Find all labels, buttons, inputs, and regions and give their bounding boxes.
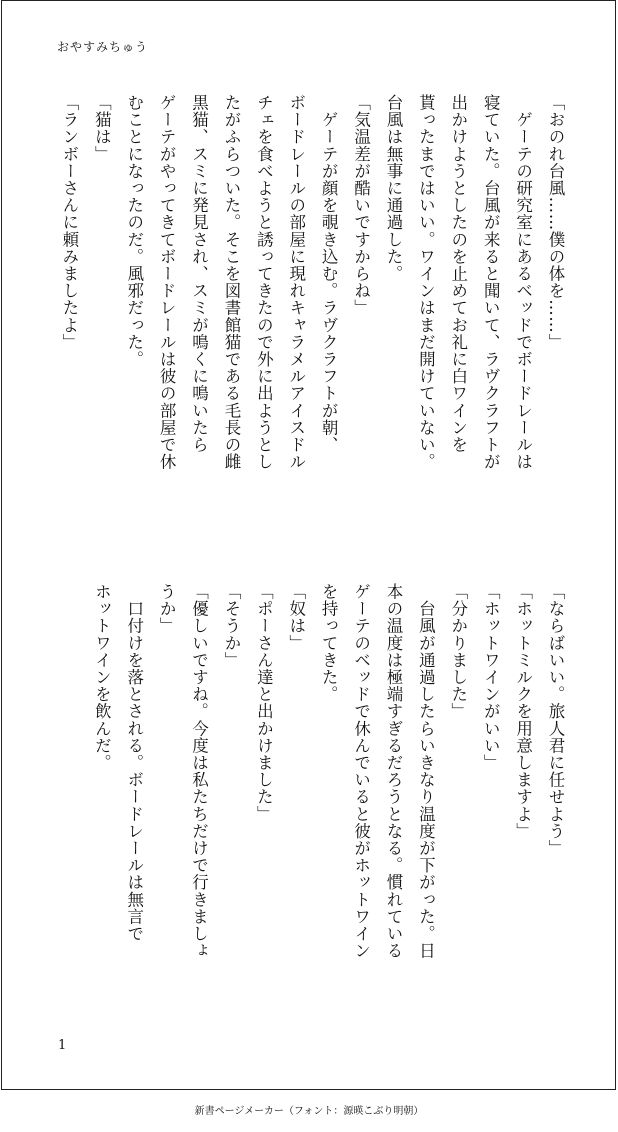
text-line: を持ってきた。 bbox=[319, 583, 339, 703]
text-line: 「奴は」 bbox=[286, 583, 306, 652]
chapter-title: おやすみちゅう bbox=[57, 40, 149, 54]
text-line: 寝ていた。台風が来ると聞いて、ラヴクラフトが bbox=[481, 94, 501, 471]
text-block-bottom bbox=[85, 583, 571, 1023]
text-line: 出かけようとしたのを止めてお礼に白ワインを bbox=[448, 94, 468, 454]
text-line: ボードレールの部屋に現れキャラメルアイスドル bbox=[286, 94, 306, 471]
text-line: チェを食べようと誘ってきたので外に出ようとし bbox=[254, 94, 274, 471]
text-line: 「ポーさん達と出かけました」 bbox=[254, 583, 274, 823]
text-line: 貰ったまではいい。ワインはまだ開けていない。 bbox=[416, 94, 436, 471]
text-line: 台風は無事に通過した。 bbox=[383, 94, 403, 283]
text-line: 「そうか」 bbox=[221, 583, 241, 669]
text-line: ホットワインを飲んだ。 bbox=[92, 583, 112, 772]
page-number: 1 bbox=[58, 1038, 67, 1053]
text-line: 本の温度は極端すぎるだろうとなる。慣れている bbox=[383, 583, 403, 960]
text-line: 「ならばいい。旅人君に任せよう」 bbox=[546, 583, 565, 857]
text-line: ゲーテのベッドで休んでいると彼がホットワイン bbox=[351, 583, 371, 960]
text-line: 「ホットワインがいい」 bbox=[481, 583, 501, 772]
text-line: うか」 bbox=[157, 583, 177, 635]
text-line: ゲーテが顔を覗き込む。ラヴクラフトが朝、 bbox=[319, 94, 339, 454]
text-line: 「分かりました」 bbox=[448, 583, 468, 720]
text-line: ゲーテの研究室にあるベッドでボードレールは bbox=[513, 94, 533, 471]
page-frame bbox=[1, 0, 616, 1090]
text-line: 「優しいですね。今度は私たちだけで行きましょ bbox=[189, 583, 209, 960]
text-line: 「ランボーさんに頼みましたよ」 bbox=[59, 94, 79, 351]
text-line: 「おのれ台風……僕の体を……」 bbox=[546, 94, 565, 351]
text-line: 台風が通過したらいきなり温度が下がった。日 bbox=[416, 583, 436, 960]
text-line: 口付けを落とされる。ボードレールは無言で bbox=[124, 583, 144, 943]
text-line: 「ホットミルクを用意しますよ」 bbox=[513, 583, 533, 840]
text-block-top bbox=[53, 94, 572, 534]
footer-credit: 新書ページメーカー（フォント：源暎こぶり明朝） bbox=[194, 1106, 424, 1117]
text-line: 「気温差が酷いですからね」 bbox=[351, 94, 371, 317]
text-line: 黒猫、スミに発見され、スミが鳴くに鳴いたら bbox=[189, 94, 209, 454]
text-line: むことになったのだ。風邪だった。 bbox=[124, 94, 144, 368]
text-line: 「猫は」 bbox=[92, 94, 112, 163]
text-line: たがふらついた。そこを図書館猫である毛長の雌 bbox=[221, 94, 241, 471]
text-line: ゲーテがやってきてボードレールは彼の部屋で休 bbox=[157, 94, 177, 471]
